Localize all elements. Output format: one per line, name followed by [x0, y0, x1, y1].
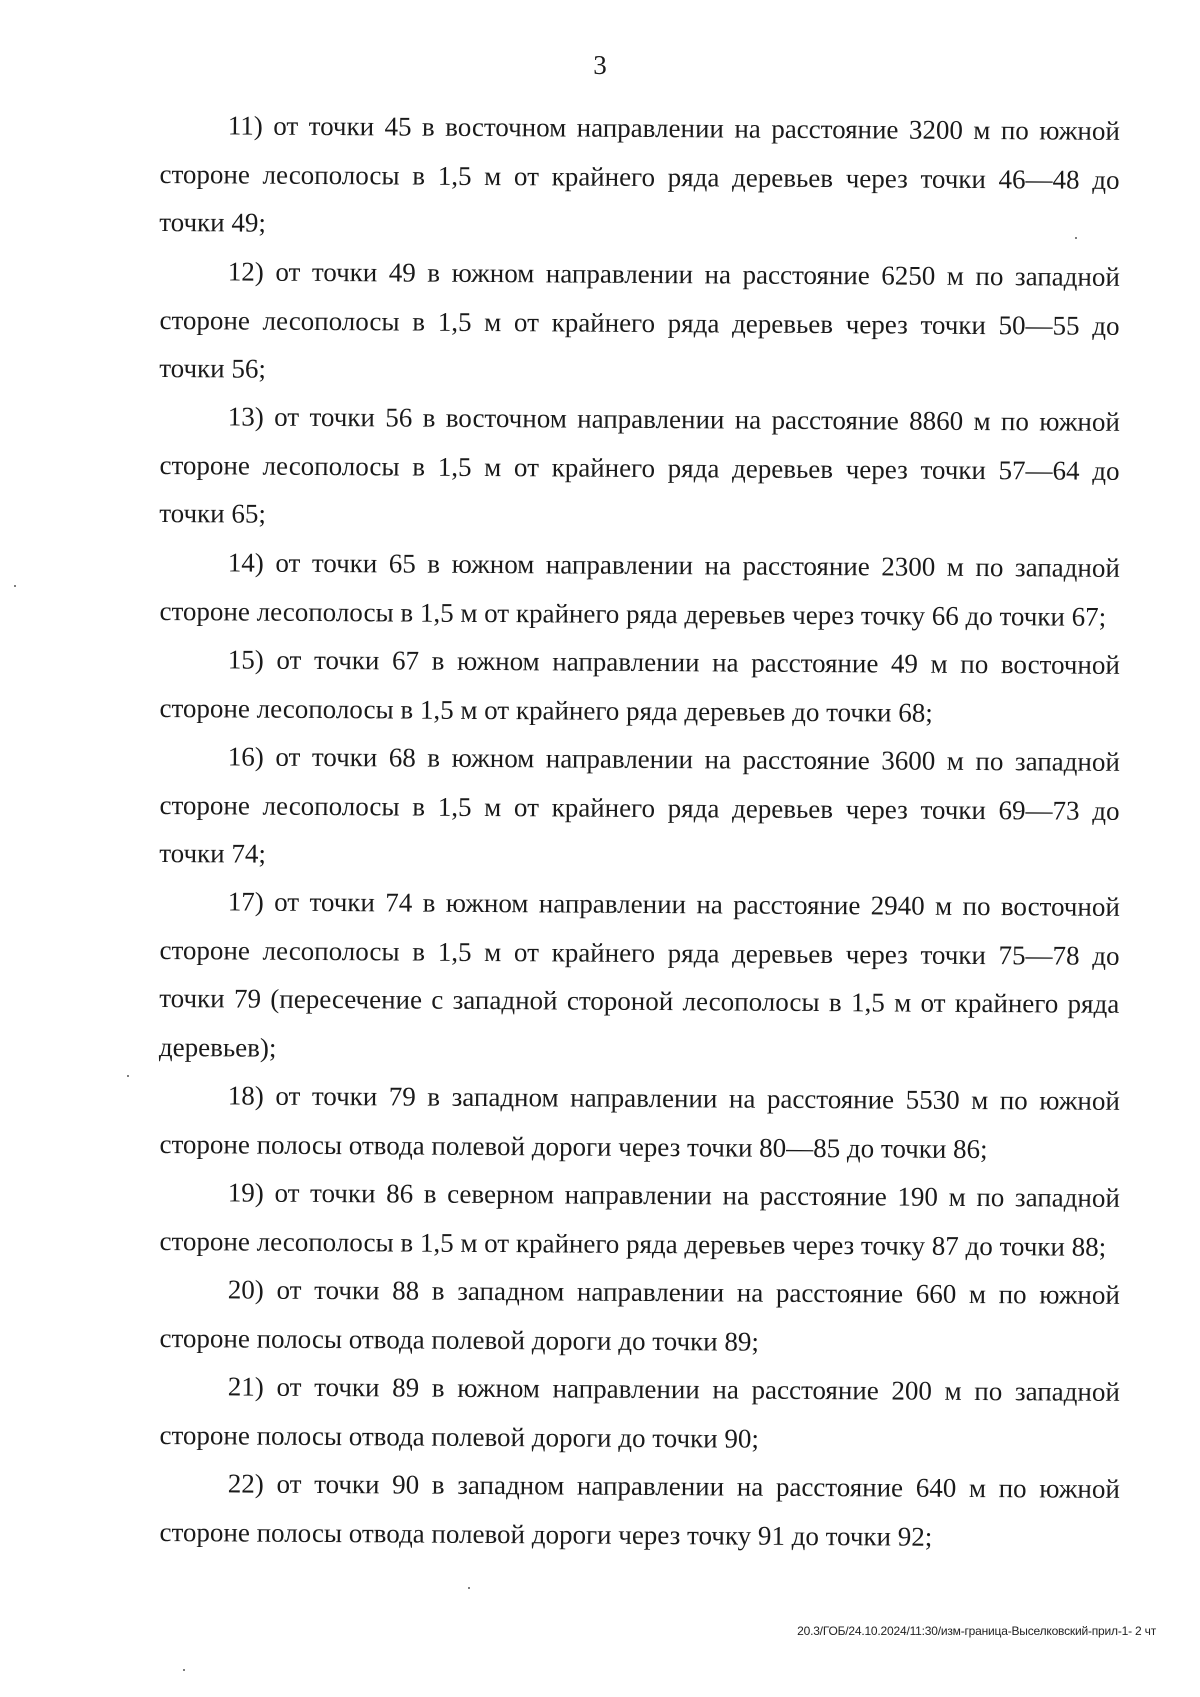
clause-20: 20) от точки 88 в западном направлении на расстояние 660 м по южной стороне полосы отвода полевой дороги до точки 89;	[159, 1274, 1120, 1357]
footer-file-code: 20.3/ГОБ/24.10.2024/11:30/изм-граница-Выселковский-прил-1- 2 чт	[797, 1624, 1156, 1638]
clause-11: 11) от точки 45 в восточном направлении на расстояние 3200 м по южной стороне лесополосы в 1,5 м от крайнего ряда деревьев через точки 46—48 до точки 49;	[159, 110, 1120, 238]
scan-speck	[127, 1075, 129, 1077]
scan-speck	[14, 585, 16, 587]
clause-21: 21) от точки 89 в южном направлении на расстояние 200 м по западной стороне полосы отвода полевой дороги до точки 90;	[159, 1371, 1120, 1454]
clause-18: 18) от точки 79 в западном направлении на расстояние 5530 м по южной стороне полосы отвода полевой дороги через точки 80—85 до точки 86;	[159, 1080, 1120, 1164]
page-number: 3	[593, 50, 607, 80]
scan-speck	[468, 1587, 470, 1589]
document-body	[160, 101, 1120, 1556]
clause-13: 13) от точки 56 в восточном направлении на расстояние 8860 м по южной стороне лесополосы в 1,5 м от крайнего ряда деревьев через точки 57—64 до точки 65;	[159, 401, 1120, 529]
scan-speck	[1075, 237, 1077, 239]
scan-speck	[183, 1669, 185, 1671]
clause-16: 16) от точки 68 в южном направлении на расстояние 3600 м по западной стороне лесополосы в 1,5 м от крайнего ряда деревьев через точки 69—73 до точки 74;	[159, 740, 1120, 869]
clause-15: 15) от точки 67 в южном направлении на расстояние 49 м по восточной стороне лесополосы в 1,5 м от крайнего ряда деревьев до точки 68;	[159, 643, 1120, 727]
clause-22: 22) от точки 90 в западном направлении на расстояние 640 м по южной стороне полосы отвода полевой дороги через точку 91 до точки 92;	[159, 1468, 1120, 1552]
clause-12: 12) от точки 49 в южном направлении на расстояние 6250 м по западной стороне лесополосы в 1,5 м от крайнего ряда деревьев через точки 50—55 до точки 56;	[159, 255, 1120, 384]
clause-17: 17) от точки 74 в южном направлении на расстояние 2940 м по восточной стороне лесополосы в 1,5 м от крайнего ряда деревьев через точки 75—78 до точки 79 (пересечение с западной стороной лесополосы в 1,5 м от крайнего ряда деревьев);	[158, 886, 1120, 1063]
clause-14: 14) от точки 65 в южном направлении на расстояние 2300 м по западной стороне лесополосы в 1,5 м от крайнего ряда деревьев через точку 66 до точки 67;	[159, 546, 1120, 631]
clause-19: 19) от точки 86 в северном направлении на расстояние 190 м по западной стороне лесополосы в 1,5 м от крайнего ряда деревьев через точку 87 до точки 88;	[159, 1177, 1120, 1262]
